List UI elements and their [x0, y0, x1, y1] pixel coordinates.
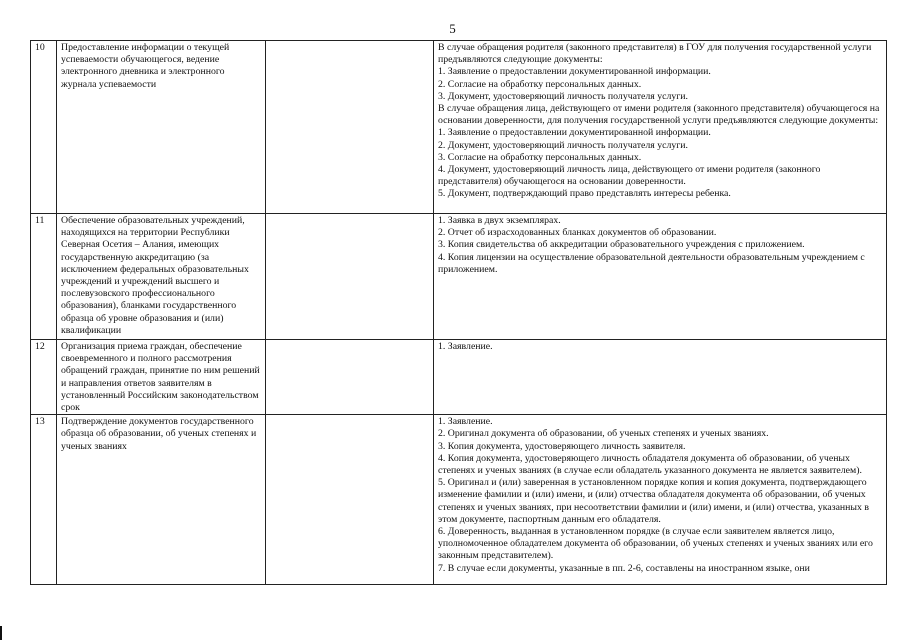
table-row — [31, 41, 887, 214]
document-line: В случае обращения родителя (законного представителя) в ГОУ для получения государственной услуги предъявляются следующие документы: — [438, 42, 872, 66]
page-number: 5 — [449, 21, 456, 36]
document-line: 7. В случае если документы, указанные в пп. 2-6, составлены на иностранном языке, они — [438, 562, 810, 574]
table-row — [31, 340, 887, 415]
document-line: 3. Документ, удостоверяющий личность получателя услуги. — [438, 90, 688, 102]
table-row — [31, 415, 887, 585]
document-line: 2. Согласие на обработку персональных данных. — [438, 78, 642, 90]
document-line: В случае обращения лица, действующего от имени родителя (законного представителя) обучающегося на основании доверенности, для получения государственной услуги предъявляются следующие документы: — [438, 103, 880, 127]
documents-cell — [434, 41, 887, 214]
document-line: 5. Документ, подтверждающий право представлять интересы ребенка. — [438, 188, 731, 200]
document-line: 1. Заявление о предоставлении документированной информации. — [438, 127, 711, 139]
row-number: 13 — [31, 415, 57, 585]
service-name: Обеспечение образовательных учреждений, находящихся на территории Республики Северная Осетия – Алания, имеющих государственную аккредитацию (за исключением федеральных образовательных учреждений и учреждений высшего и послевузовского профессионального образования), бланками государственного образца об уровне образования и (или) квалификации — [57, 214, 266, 340]
row-number: 11 — [31, 214, 57, 340]
document-line: 2. Документ, удостоверяющий личность получателя услуги. — [438, 139, 688, 151]
document-line: 4. Документ, удостоверяющий личность лица, действующего от имени родителя (законного представителя) обучающегося на основании доверенности. — [438, 164, 821, 188]
empty-cell — [266, 340, 434, 415]
document-line: 6. Доверенность, выданная в установленном порядке (в случае если заявителем является лицо, уполномоченное обладателем документа об образовании, об ученых степенях и ученых званиях или его законным представителем). — [438, 526, 873, 562]
empty-cell — [266, 415, 434, 585]
document-line: 3. Копия свидетельства об аккредитации образовательного учреждения с приложением. — [438, 239, 805, 251]
document-line: 2. Отчет об израсходованных бланках документов об образовании. — [438, 227, 717, 239]
document-line: 4. Копия лицензии на осуществление образовательной деятельности образовательным учреждением с приложением. — [438, 251, 865, 275]
document-line: 5. Оригинал и (или) заверенная в установленном порядке копия и копия документа, подтверждающего изменение фамилии и (или) имени, и (или) отчества обладателя документа об образовании, об ученых степенях и ученых званиях, при несоответствии фамилии и (или) имени, и (или) отчества, указанных в этом документе, паспортным данным его обладателя. — [438, 477, 869, 525]
row-number: 12 — [31, 340, 57, 415]
scan-edge-mark — [0, 626, 2, 640]
table-row — [31, 214, 887, 340]
document-line: 3. Согласие на обработку персональных данных. — [438, 151, 642, 163]
services-table — [30, 40, 887, 585]
document-line: 1. Заявление о предоставлении документированной информации. — [438, 66, 711, 78]
service-name: Предоставление информации о текущей успеваемости обучающегося, ведение электронного дневника и электронного журнала успеваемости — [57, 41, 266, 214]
empty-cell — [266, 214, 434, 340]
document-line: 3. Копия документа, удостоверяющего личность заявителя. — [438, 440, 686, 452]
documents-cell — [434, 340, 887, 415]
documents-cell — [434, 214, 887, 340]
documents-cell — [434, 415, 887, 585]
document-line: 1. Заявление. — [438, 416, 493, 428]
document-line: 1. Заявление. — [438, 341, 493, 352]
service-name: Организация приема граждан, обеспечение своевременного и полного рассмотрения обращений граждан, принятие по ним решений и направления ответов заявителям в установленный Российским законодательством срок — [57, 340, 266, 415]
empty-cell — [266, 41, 434, 214]
document-line: 4. Копия документа, удостоверяющего личность обладателя документа об образовании, об ученых степенях и ученых званиях (в случае если обладатель указанного документа не является заявителем). — [438, 452, 862, 477]
document-line: 2. Оригинал документа об образовании, об ученых степенях и ученых званиях. — [438, 428, 769, 440]
document-line: 1. Заявка в двух экземплярах. — [438, 215, 561, 226]
service-name: Подтверждение документов государственного образца об образовании, об ученых степенях и ученых званиях — [57, 415, 266, 585]
row-number: 10 — [31, 41, 57, 214]
